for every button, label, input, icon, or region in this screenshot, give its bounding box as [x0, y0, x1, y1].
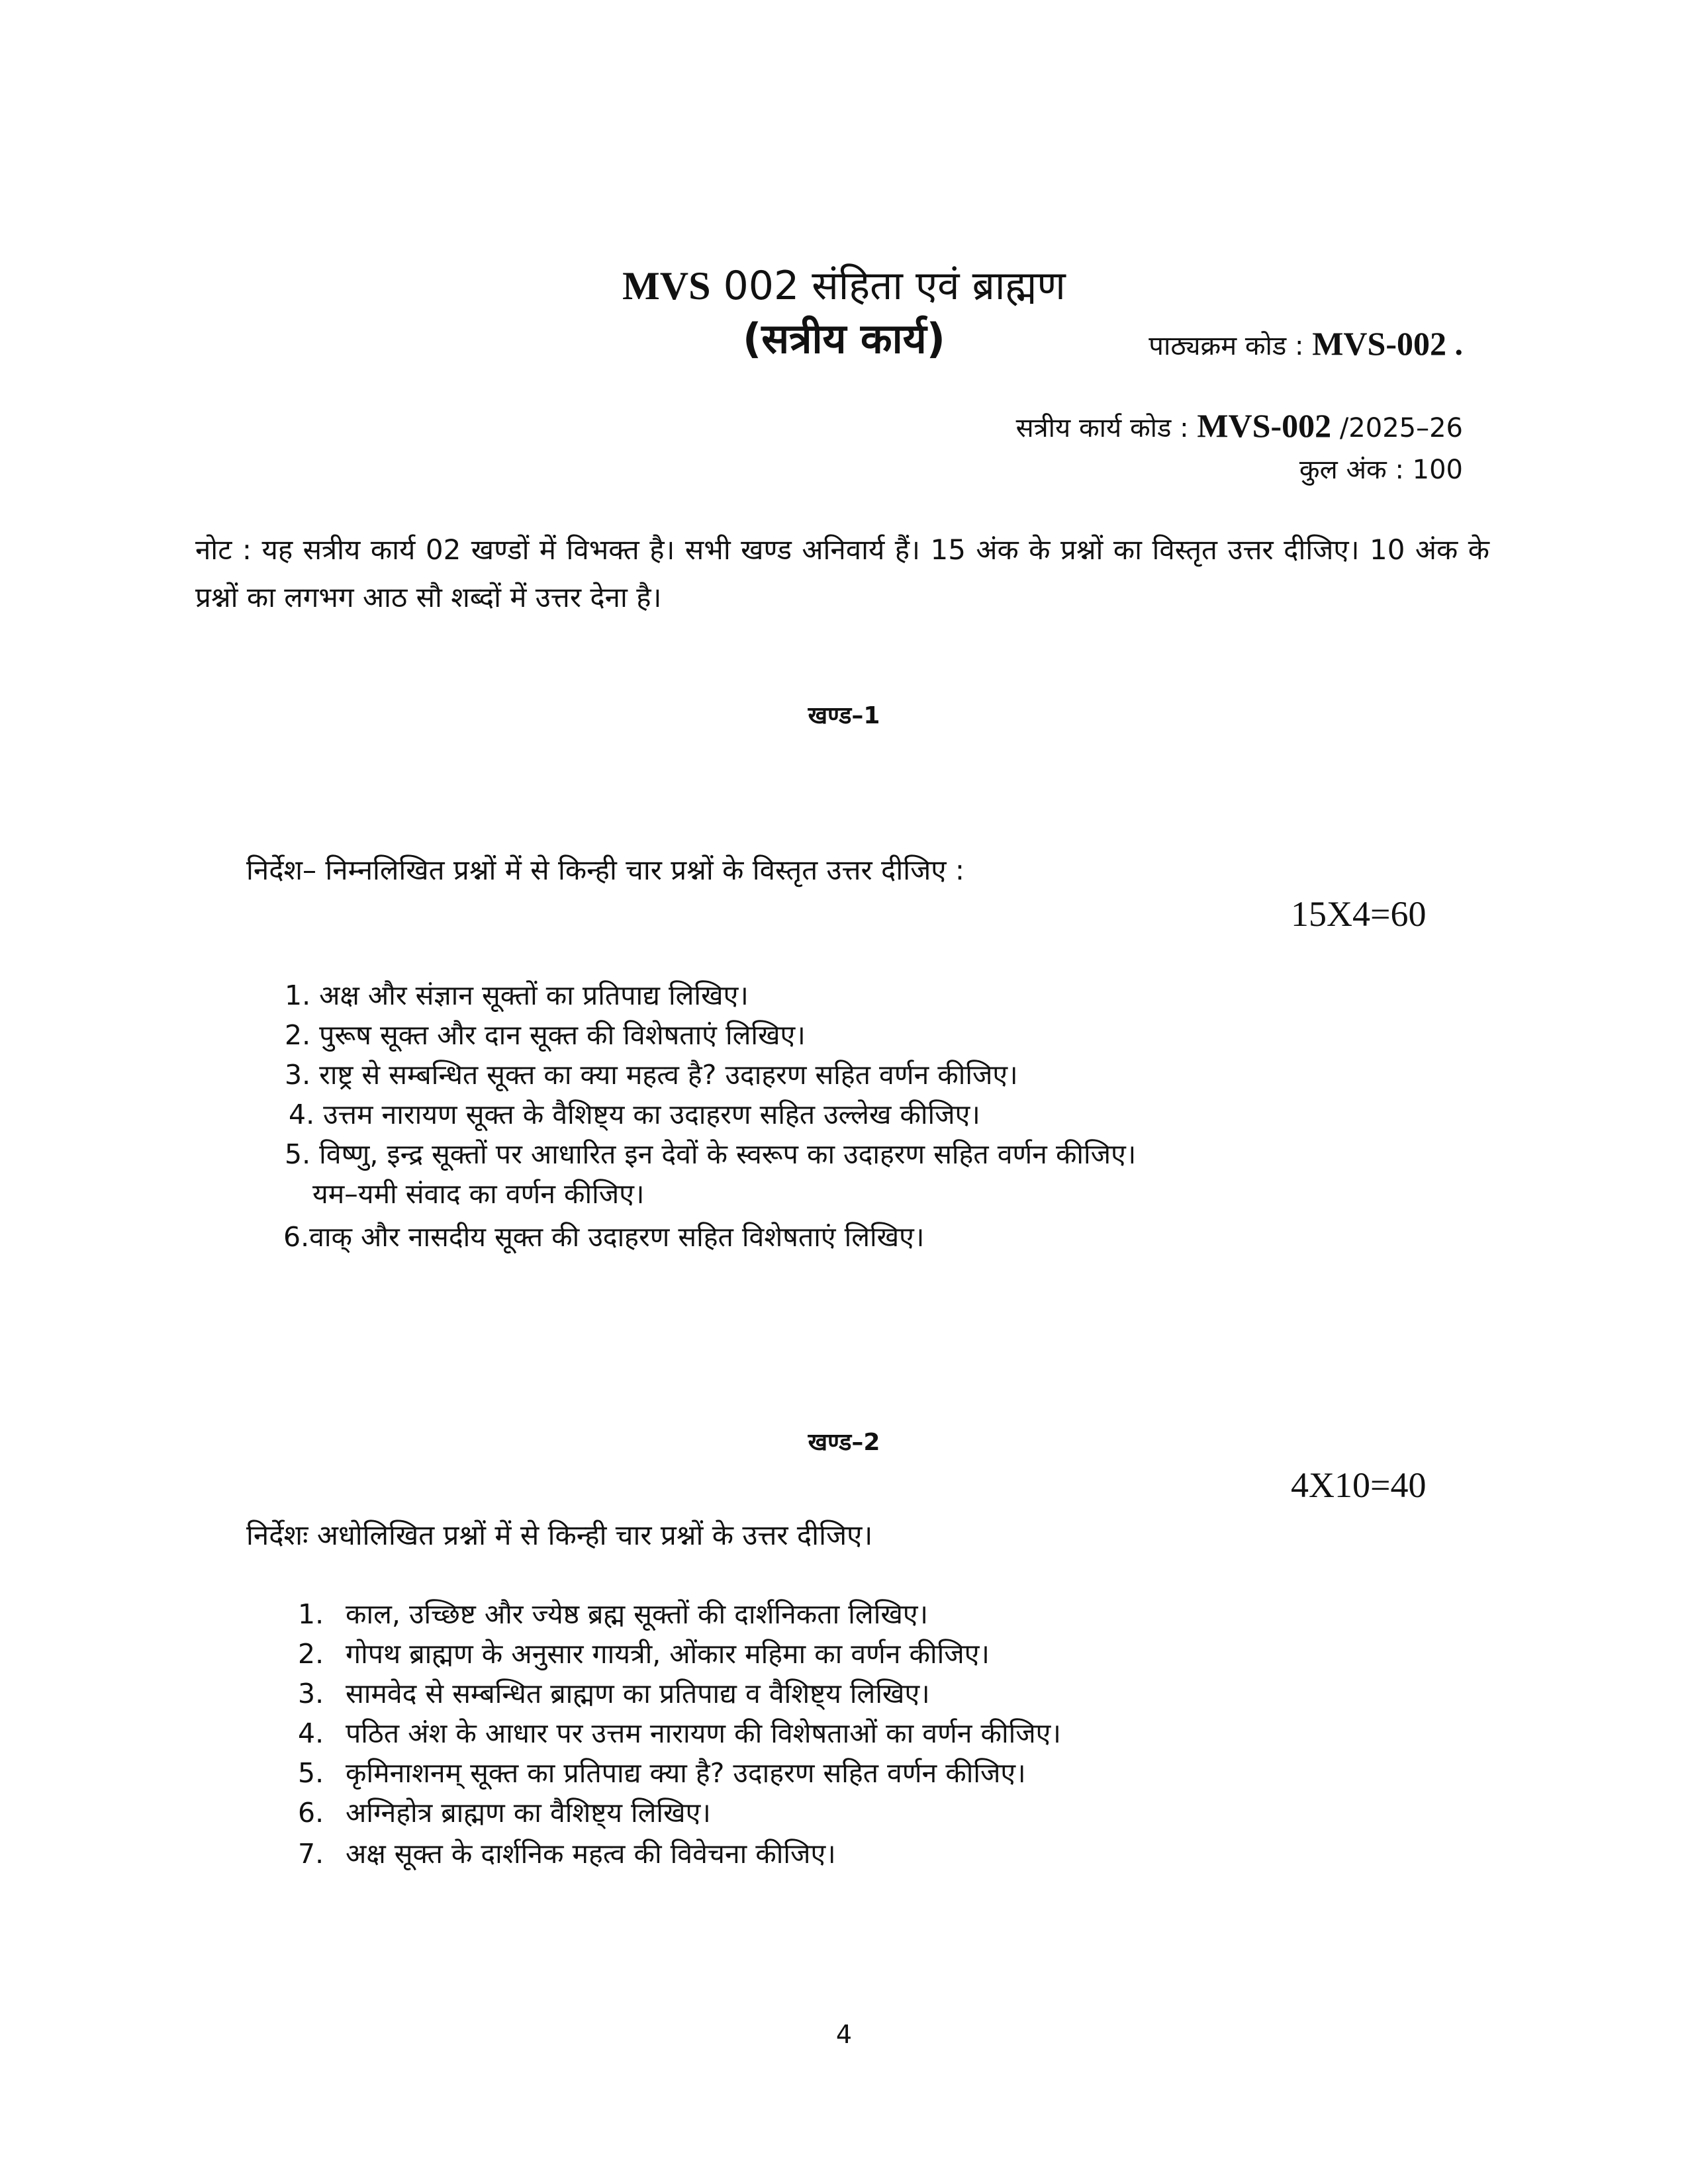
total-marks-label: कुल अंक :: [1299, 455, 1404, 485]
total-marks-line: [1299, 450, 1463, 486]
section-2-question: [298, 1595, 928, 1632]
section-1-question: 1. अक्ष और संज्ञान सूक्तों का प्रतिपाद्य लिखिए।: [285, 979, 749, 1011]
course-code-line: [1149, 324, 1463, 363]
question-number: 1.: [298, 1598, 324, 1630]
section-2-marks: 4X10=40: [1291, 1465, 1427, 1505]
total-marks-value: 100: [1412, 455, 1463, 485]
question-text: कृमिनाशनम् सूक्त का प्रतिपाद्य क्या है? उदाहरण सहित वर्णन कीजिए।: [346, 1757, 1026, 1789]
course-code-label: पाठ्यक्रम कोड :: [1149, 331, 1304, 361]
section-2-question: [298, 1674, 930, 1711]
question-number: 6.: [298, 1797, 324, 1829]
assignment-code-line: [1016, 406, 1463, 445]
question-number: 2.: [298, 1638, 324, 1670]
section-2-question: [298, 1794, 711, 1831]
section-2-question: [298, 1754, 1026, 1791]
section-1-instruction: निर्देश– निम्नलिखित प्रश्नों में से किन्ही चार प्रश्नों के विस्तृत उत्तर दीजिए :: [246, 854, 965, 886]
course-code-value: MVS-002 .: [1312, 325, 1463, 362]
question-text: अग्निहोत्र ब्राह्मण का वैशिष्ट्य लिखिए।: [346, 1797, 711, 1829]
section-1-question-continuation: यम–यमी संवाद का वर्णन कीजिए।: [312, 1178, 645, 1210]
section-1-marks: 15X4=60: [1291, 894, 1427, 934]
section-2-question: [298, 1835, 836, 1872]
section-2-question: [298, 1714, 1061, 1751]
question-number: 7.: [298, 1838, 324, 1870]
question-number: 5.: [298, 1757, 324, 1789]
question-number: 4.: [298, 1717, 324, 1749]
assignment-code-suffix: /2025–26: [1339, 413, 1463, 443]
section-1-heading: खण्ड–1: [808, 702, 880, 729]
section-2-instruction: निर्देशः अधोलिखित प्रश्नों में से किन्ही चार प्रश्नों के उत्तर दीजिए।: [246, 1519, 873, 1551]
title-course-name: 002 संहिता एवं ब्राह्मण: [723, 263, 1066, 309]
page-title: [0, 257, 1688, 311]
question-text: सामवेद से सम्बन्धित ब्राह्मण का प्रतिपाद्य व वैशिष्ट्य लिखिए।: [346, 1678, 930, 1709]
section-1-question: 6.वाक् और नासदीय सूक्त की उदाहरण सहित विशेषताएं लिखिए।: [283, 1221, 925, 1253]
assignment-code-label: सत्रीय कार्य कोड :: [1015, 413, 1189, 443]
title-course-code: MVS: [622, 264, 711, 308]
section-1-question: 4. उत्तम नारायण सूक्त के वैशिष्ट्य का उदाहरण सहित उल्लेख कीजिए।: [289, 1099, 980, 1130]
section-1-question: 2. पुरूष सूक्त और दान सूक्त की विशेषताएं लिखिए।: [285, 1019, 806, 1051]
section-2-heading: खण्ड–2: [808, 1429, 880, 1456]
question-text: काल, उच्छिष्ट और ज्येष्ठ ब्रह्म सूक्तों की दार्शनिकता लिखिए।: [346, 1598, 929, 1630]
section-1-question: 5. विष्णु, इन्द्र सूक्तों पर आधारित इन देवों के स्वरूप का उदाहरण सहित वर्णन कीजिए।: [285, 1138, 1137, 1170]
section-2-question: [298, 1635, 990, 1672]
assignment-code-value: MVS-002: [1197, 407, 1332, 444]
assignment-note: नोट : यह सत्रीय कार्य 02 खण्डों में विभक्त है। सभी खण्ड अनिवार्य हैं। 15 अंक के प्रश्नों का विस्तृत उत्तर दीजिए। 10 अंक के प्रश्नों का लगभग आठ सौ शब्दों में उत्तर देना है।: [195, 533, 1489, 614]
question-number: 3.: [298, 1678, 324, 1709]
question-text: पठित अंश के आधार पर उत्तम नारायण की विशेषताओं का वर्णन कीजिए।: [346, 1717, 1061, 1749]
section-1-question: 3. राष्ट्र से सम्बन्धित सूक्त का क्या महत्व है? उदाहरण सहित वर्णन कीजिए।: [285, 1059, 1018, 1091]
page-subtitle: (सत्रीय कार्य): [742, 314, 946, 363]
question-text: गोपथ ब्राह्मण के अनुसार गायत्री, ओंकार महिमा का वर्णन कीजिए।: [346, 1638, 990, 1670]
question-text: अक्ष सूक्त के दार्शनिक महत्व की विवेचना कीजिए।: [346, 1838, 836, 1870]
page-number: 4: [835, 2020, 853, 2049]
